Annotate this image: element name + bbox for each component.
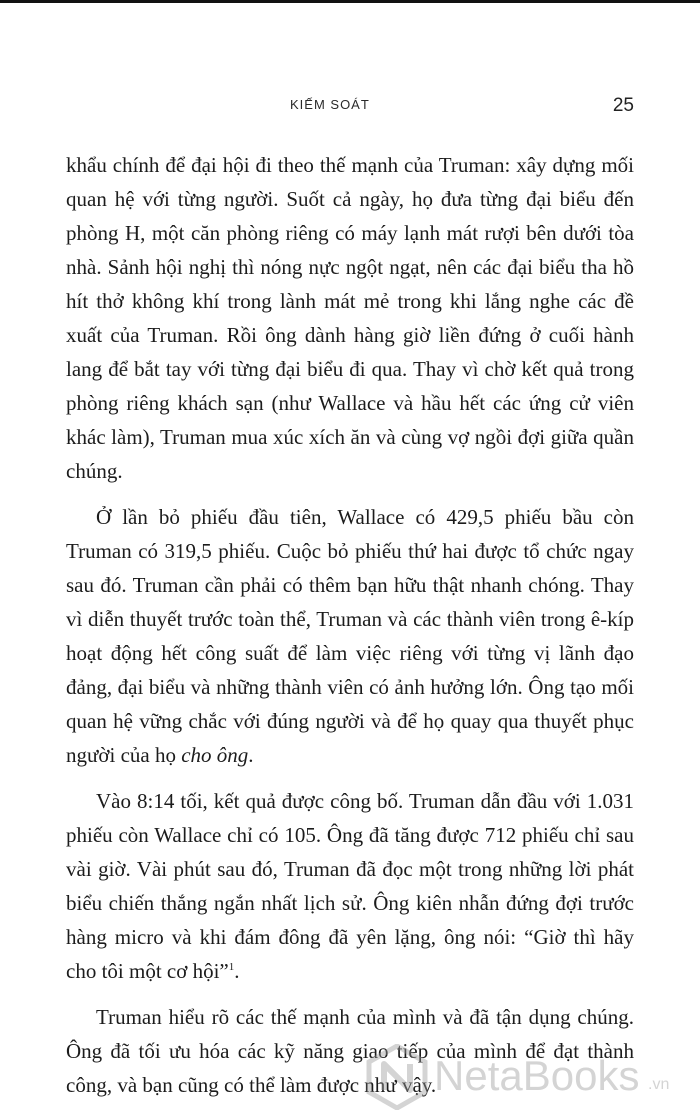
- netabooks-logo-icon: [366, 1044, 428, 1110]
- footnote-marker[interactable]: 1: [228, 961, 235, 973]
- paragraph-3-text: Vào 8:14 tối, kết quả được công bố. Truman dẫn đầu với 1.031 phiếu còn Wallace chỉ có 105. Ông đã tăng được 712 phiếu chỉ sau vài giờ. Vài phút sau đó, Truman đã đọc một trong những lời phát biểu chiến thắng ngắn nhất lịch sử. Ông kiên nhẫn đứng đợi trước hàng micro và khi đám đông đã yên lặng, ông nói: “Giờ thì hãy cho tôi một cơ hội”: [66, 789, 634, 983]
- running-title: KIẾM SOÁT: [290, 97, 370, 112]
- paragraph-1: khẩu chính để đại hội đi theo thế mạnh của Truman: xây dựng mối quan hệ với từng người. Suốt cả ngày, họ đưa từng đại biểu đến phòng H, một căn phòng riêng có máy lạnh mát rượi bên dưới tòa nhà. Sảnh hội nghị thì nóng nực ngột ngạt, nên các đại biểu tha hồ hít thở không khí trong lành mát mẻ trong khi lắng nghe các đề xuất của Truman. Rồi ông dành hàng giờ liền đứng ở cuối hành lang để bắt tay với từng đại biểu đi qua. Thay vì chờ kết quả trong phòng riêng khách sạn (như Wallace và hầu hết các ứng cử viên khác làm), Truman mua xúc xích ăn và cùng vợ ngồi đợi giữa quần chúng.: [66, 153, 634, 483]
- watermark-brand: NetaBooks: [434, 1052, 640, 1099]
- top-border-rule: [0, 0, 700, 3]
- paragraph-3: [66, 784, 634, 988]
- paragraph-2-text: Ở lần bỏ phiếu đầu tiên, Wallace có 429,5 phiếu bầu còn Truman có 319,5 phiếu. Cuộc bỏ phiếu thứ hai được tổ chức ngay sau đó. Truman cần phải có thêm bạn hữu thật nhanh chóng. Thay vì diễn thuyết trước toàn thể, Truman và các thành viên trong ê-kíp hoạt động hết công suất để làm việc riêng với từng vị lãnh đạo đảng, đại biểu và những thành viên có ảnh hưởng lớn. Ông tạo mối quan hệ vững chắc với đúng người và để họ quay qua thuyết phục người của họ: [66, 505, 634, 767]
- paragraph-2-end: .: [248, 743, 254, 767]
- page-number: 25: [612, 95, 634, 116]
- netabooks-watermark: [358, 1042, 698, 1112]
- paragraph-3-end: .: [234, 959, 240, 983]
- paragraph-2-emphasis: cho ông: [181, 743, 249, 767]
- paragraph-4: Truman hiểu rõ các thế mạnh của mình và đã tận dụng chúng. Ông đã tối ưu hóa các kỹ năng giao tiếp của mình để đạt thành công, và bạn cũng có thể làm được như vậy.: [66, 1005, 634, 1097]
- paragraph-2: [66, 500, 634, 772]
- body-text: [66, 148, 634, 1114]
- watermark-suffix: .vn: [648, 1076, 670, 1093]
